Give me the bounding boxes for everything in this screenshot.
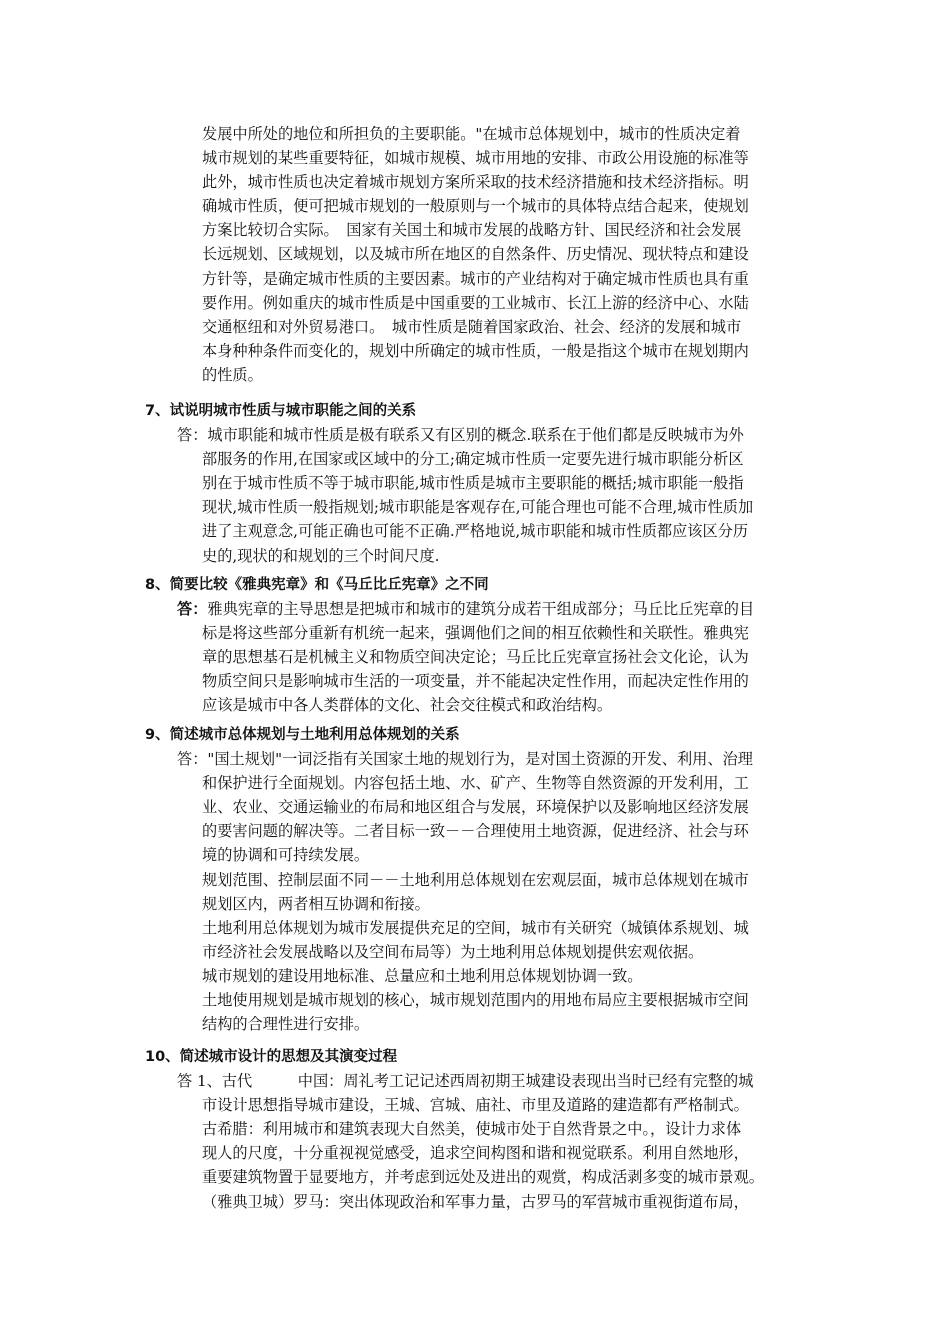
question-8 <box>145 573 825 718</box>
text-line: 的性质。 <box>202 365 263 384</box>
text-line: （雅典卫城）罗马：突出体现政治和军事力量，古罗马的军营城市重视街道布局， <box>202 1192 749 1211</box>
answer-text: 雅典宪章的主导思想是把城市和城市的建筑分成若干组成部分；马丘比丘宪章的目 <box>207 600 755 619</box>
answer-first-line <box>145 747 825 771</box>
text-line: 土地使用规划是城市规划的核心，城市规划范围内的用地布局应主要根据城市空间 <box>202 991 749 1010</box>
text-line: 应该是城市中各人类群体的文化、社会交往模式和政治结构。 <box>202 696 613 715</box>
text-line: 长远规划、区域规划，以及城市所在地区的自然条件、历史情况、现状特点和建设 <box>202 245 749 264</box>
text-line: 部服务的作用,在国家或区域中的分工;确定城市性质一定要先进行城市职能分析区 <box>202 450 744 469</box>
text-line: 城市规划的某些重要特征，如城市规模、城市用地的安排、市政公用设施的标准等 <box>202 149 749 168</box>
question-title: 10、简述城市设计的思想及其演变过程 <box>145 1049 398 1065</box>
answer-prefix: 答： <box>177 750 208 769</box>
text-line: 市经济社会发展战略以及空间布局等）为土地利用总体规划提供宏观依据。 <box>202 942 704 961</box>
text-line: 方案比较切合实际。 国家有关国土和城市发展的战略方针、国民经济和社会发展 <box>202 221 742 240</box>
text-line: 发展中所处的地位和所担负的主要职能。"在城市总体规划中，城市的性质决定着 <box>202 125 741 143</box>
text-line: 章的思想基石是机械主义和物质空间决定论；马丘比丘宪章宣扬社会文化论，认为 <box>202 648 749 667</box>
text-line: 业、农业、交通运输业的布局和地区组合与发展，环境保护以及影响地区经济发展 <box>202 798 749 817</box>
text-line: 境的协调和可持续发展。 <box>202 846 370 865</box>
text-line: 别在于城市性质不等于城市职能,城市性质是城市主要职能的概括;城市职能一般指 <box>202 474 744 493</box>
text-line: 方针等，是确定城市性质的主要因素。城市的产业结构对于确定城市性质也具有重 <box>202 269 749 288</box>
answer-first-line: 答 1、古代 中国：周礼考工记记述西周初期王城建设表现出当时已经有完整的城 <box>177 1072 754 1091</box>
answer-first-line <box>145 423 825 447</box>
text-line: 规划范围、控制层面不同－－土地利用总体规划在宏观层面，城市总体规划在城市 <box>202 870 749 889</box>
text-line: 史的,现状的和规划的三个时间尺度. <box>202 546 440 565</box>
text-line: 市设计思想指导城市建设，王城、宫城、庙社、市里及道路的建造都有严格制式。 <box>202 1096 749 1115</box>
text-line: 确城市性质，便可把城市规划的一般原则与一个城市的具体特点结合起来，使规划 <box>202 197 749 216</box>
text-line: 现人的尺度，十分重视视觉感受，追求空间构图和谐和视觉联系。利用自然地形， <box>202 1144 749 1163</box>
text-line: 要作用。例如重庆的城市性质是中国重要的工业城市、长江上游的经济中心、水陆 <box>202 293 749 312</box>
text-line: 结构的合理性进行安排。 <box>202 1015 370 1034</box>
question-title: 9、简述城市总体规划与土地利用总体规划的关系 <box>145 727 460 743</box>
answer-prefix: 答： <box>177 600 208 619</box>
intro-paragraph <box>145 122 825 387</box>
answer-text: 城市职能和城市性质是极有联系又有区别的概念.联系在于他们都是反映城市为外 <box>207 426 744 445</box>
text-line: 土地利用总体规划为城市发展提供充足的空间，城市有关研究（城镇体系规划、城 <box>202 918 749 937</box>
text-line: 交通枢纽和对外贸易港口。 城市性质是随着国家政治、社会、经济的发展和城市 <box>202 317 742 336</box>
text-line: 进了主观意念,可能正确也可能不正确.严格地说,城市职能和城市性质都应该区分历 <box>202 522 749 541</box>
text-line: 此外，城市性质也决定着城市规划方案所采取的技术经济措施和技术经济指标。明 <box>202 173 749 192</box>
text-line: 现状,城市性质一般指规划;城市职能是客观存在,可能合理也可能不合理,城市性质加 <box>202 498 754 517</box>
text-line: 标是将这些部分重新有机统一起来，强调他们之间的相互依赖性和关联性。雅典宪 <box>202 624 749 643</box>
question-10 <box>145 1045 825 1214</box>
text-line: 本身种种条件而变化的，规划中所确定的城市性质，一般是指这个城市在规划期内 <box>202 341 749 360</box>
text-line: 和保护进行全面规划。内容包括土地、水、矿产、生物等自然资源的开发利用，工 <box>202 774 749 793</box>
text-line: 古希腊：利用城市和建筑表现大自然美，使城市处于自然背景之中。，设计力求体 <box>202 1120 742 1139</box>
text-line: 重要建筑物置于显要地方，并考虑到远处及进出的观赏，构成活剥多变的城市景观。 <box>202 1168 764 1187</box>
question-title: 7、试说明城市性质与城市职能之间的关系 <box>145 403 417 419</box>
text-line: 物质空间只是影响城市生活的一项变量，并不能起决定性作用，而起决定性作用的 <box>202 672 749 691</box>
answer-first-line <box>145 597 825 621</box>
answer-text: "国土规划"一词泛指有关国家土地的规划行为，是对国土资源的开发、利用、治理 <box>207 750 753 769</box>
answer-prefix: 答： <box>177 426 208 445</box>
text-line: 规划区内，两者相互协调和衔接。 <box>202 894 430 913</box>
text-line: 的要害问题的解决等。二者目标一致－－合理使用土地资源，促进经济、社会与环 <box>202 822 749 841</box>
question-7 <box>145 399 825 568</box>
question-9 <box>145 723 825 1036</box>
text-line: 城市规划的建设用地标准、总量应和土地利用总体规划协调一致。 <box>202 966 643 985</box>
question-title: 8、简要比较《雅典宪章》和《马丘比丘宪章》之不同 <box>145 577 489 593</box>
